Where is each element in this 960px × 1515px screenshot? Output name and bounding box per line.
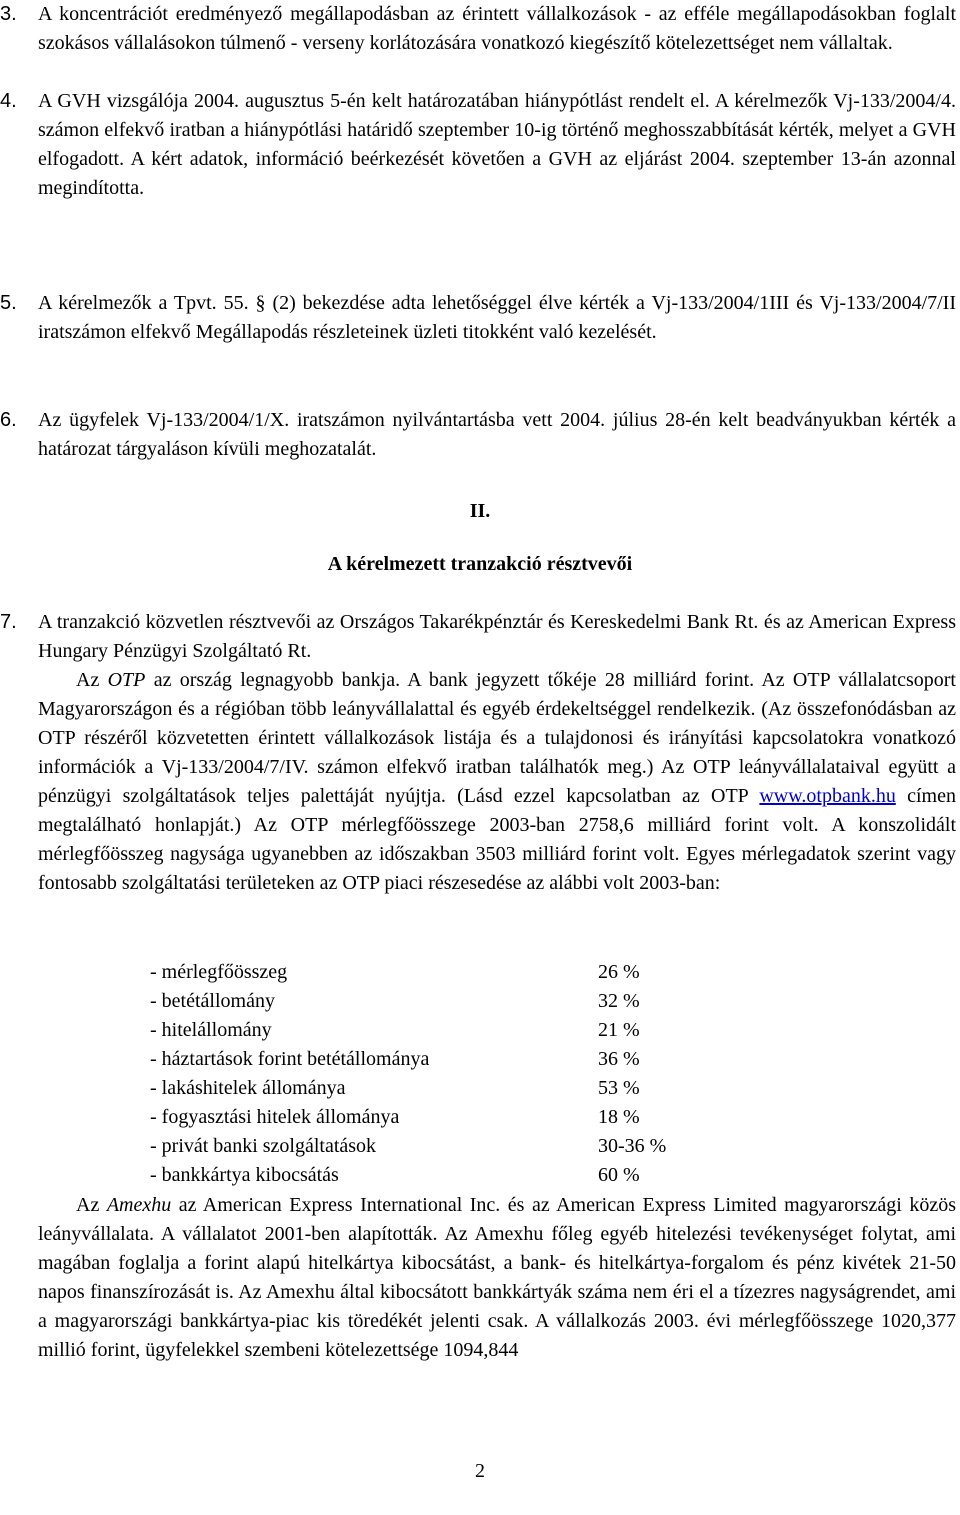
paragraph-number: 6. [0,409,17,431]
list-item [150,1074,710,1103]
paragraph-3 [0,0,956,58]
market-share-label: - privát banki szolgáltatások [150,1135,377,1157]
paragraph-6 [0,406,956,464]
paragraph-number: 3. [0,3,17,25]
list-item [150,1016,710,1045]
paragraph-text: Az ügyfelek Vj-133/2004/1/X. iratszámon nyilvántartásba vett 2004. július 28-én kelt beadványukban kérték a határozat tárgyaláson kívüli meghozatalát. [38,409,956,460]
market-share-value: 18 % [598,1106,640,1128]
list-item [150,1132,710,1161]
list-item [150,1103,710,1132]
market-share-list [150,958,710,1190]
market-share-value: 36 % [598,1048,640,1070]
amexhu-body: az American Express International Inc. és az American Express Limited magyarországi közös leányvállalata. A vállalatot 2001-ben alapították. Az Amexhu főleg egyéb hitelezési tevékenységet folytat, ami magában foglalja a forint alapú hitelkártya kibocsátást, a bank- és hitelkártya-forgalom és pénz kivétek 21-50 napos finanszírozását is. Az Amexhu által kibocsátott bankkártyák száma nem éri el a tízezres nagyságrendet, ami a magyarországi bankkártya-piac kis töredékét jelenti csak. A vállalkozás 2003. évi mérlegfőösszege 1020,377 millió forint, ügyfelekkel szembeni kötelezettsége 1094,844 [38,1194,956,1361]
amexhu-paragraph [38,1191,956,1365]
amexhu-pre: Az [76,1194,107,1216]
paragraph-5 [0,289,956,347]
amexhu-name: Amexhu [106,1194,172,1216]
paragraph-text: A kérelmezők a Tpvt. 55. § (2) bekezdése adta lehetőséggel élve kérték a Vj-133/2004/1III és Vj-133/2004/7/II iratszámon elfekvő Megállapodás részleteinek üzleti titokként való kezelését. [38,292,956,343]
list-item [150,1045,710,1074]
paragraph-4 [0,87,956,203]
otp-name: OTP [107,669,146,691]
market-share-label: - fogyasztási hitelek állománya [150,1106,400,1128]
market-share-value: 21 % [598,1019,640,1041]
section-title: A kérelmezett tranzakció résztvevői [327,553,633,575]
list-item [150,1161,710,1190]
otp-pre: Az [76,669,108,691]
market-share-value: 53 % [598,1077,640,1099]
paragraph-number: 7. [0,611,17,633]
market-share-label: - lakáshitelek állománya [150,1077,346,1099]
otp-paragraph [38,666,956,898]
paragraph-text: A GVH vizsgálója 2004. augusztus 5-én kelt határozatában hiánypótlást rendelt el. A kérelmezők Vj-133/2004/4. számon elfekvő iratban a hiánypótlási határidő szeptember 10-ig történő meghosszabbítását kérték, melyet a GVH elfogadott. A kért adatok, információ beérkezését követően a GVH az eljárást 2004. szeptember 13-án azonnal megindította. [38,90,956,199]
otp-website-link[interactable]: www.otpbank.hu [759,785,896,807]
market-share-value: 26 % [598,961,640,983]
market-share-value: 30-36 % [598,1135,667,1157]
market-share-value: 60 % [598,1164,640,1186]
paragraph-7 [0,608,956,666]
paragraph-number: 4. [0,90,17,112]
paragraph-text: A tranzakció közvetlen résztvevői az Országos Takarékpénztár és Kereskedelmi Bank Rt. és az American Express Hungary Pénzügyi Szolgáltató Rt. [38,611,956,662]
page-number: 2 [475,1460,485,1482]
section-numeral: II. [469,500,491,522]
paragraph-number: 5. [0,292,17,314]
market-share-label: - bankkártya kibocsátás [150,1164,339,1186]
paragraph-text: A koncentrációt eredményező megállapodásban az érintett vállalkozások - az efféle megállapodásokban foglalt szokásos vállalásokon túlmenő - verseny korlátozására vonatkozó kiegészítő kötelezettséget nem vállaltak. [38,3,956,54]
market-share-value: 32 % [598,990,640,1012]
list-item [150,987,710,1016]
market-share-label: - mérlegfőösszeg [150,961,288,983]
market-share-label: - háztartások forint betétállománya [150,1048,430,1070]
list-item [150,958,710,987]
otp-body-1: az ország legnagyobb bankja. A bank jegyzett tőkéje 28 milliárd forint. Az OTP vállalatcsoport Magyarországon és a régióban több leányvállalattal és egyéb érdekeltséggel rendelkezik. (Az összefonódásban az OTP részéről közvetetten érintett vállalkozások listája és a tulajdonosi és irányítási kapcsolatokra vonatkozó információk a Vj-133/2004/7/IV. számon elfekvő iratban találhatók meg.) Az OTP leányvállalataival együtt a pénzügyi szolgáltatások teljes palettáját nyújtja. (Lásd ezzel kapcsolatban az OTP [38,669,956,807]
market-share-label: - hitelállomány [150,1019,272,1041]
market-share-label: - betétállomány [150,990,275,1012]
otp-body-2: címen megtalálható honlapját.) Az OTP mérlegfőösszege 2003-ban 2758,6 milliárd forint volt. A konszolidált mérlegfőösszeg nagysága ugyanebben az időszakban 3503 milliárd forint volt. Egyes mérlegadatok szerint vagy fontosabb szolgáltatási területeken az OTP piaci részesedése az alábbi volt 2003-ban: [38,785,956,894]
